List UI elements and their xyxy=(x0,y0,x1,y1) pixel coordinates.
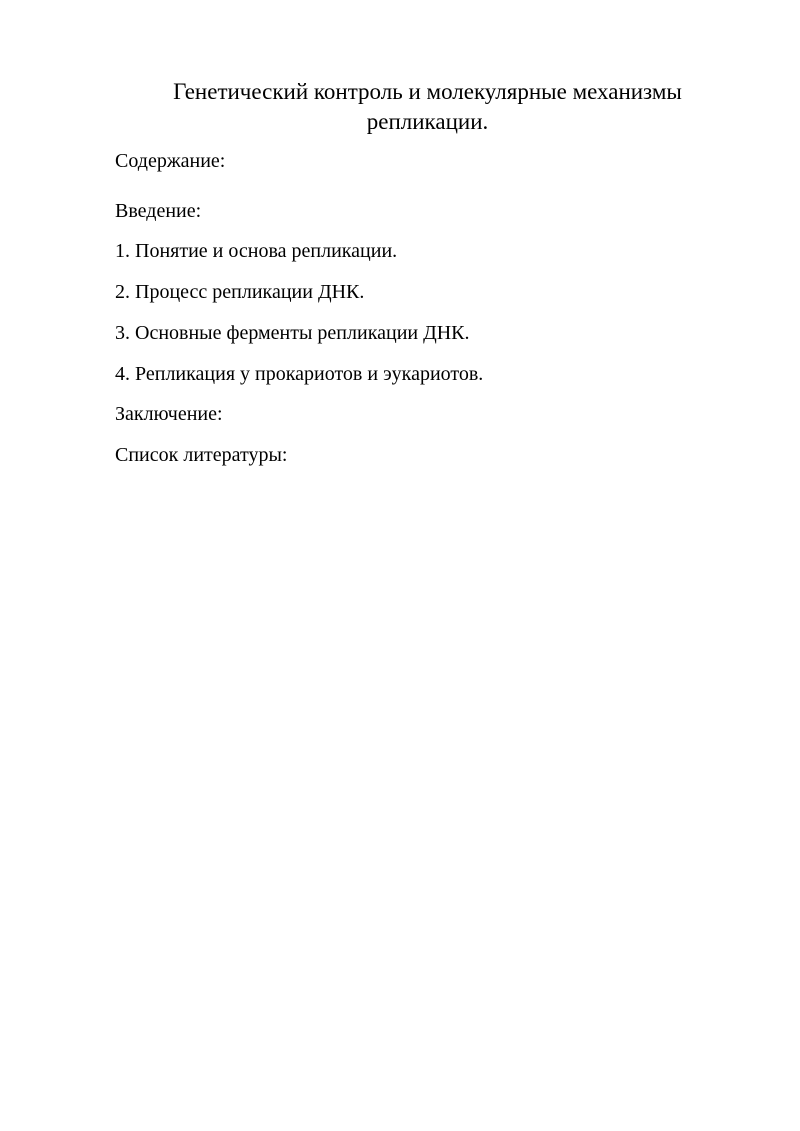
toc-item-4: 4. Репликация у прокариотов и эукариотов. xyxy=(115,363,484,385)
toc-item-introduction: Введение: xyxy=(115,200,202,222)
document-title: Генетический контроль и молекулярные механизмы репликации. xyxy=(173,79,682,134)
toc-item-3: 3. Основные ферменты репликации ДНК. xyxy=(115,322,470,344)
toc-item-conclusion: Заключение: xyxy=(115,403,223,425)
toc-item-references: Список литературы: xyxy=(115,444,288,466)
toc-item-2: 2. Процесс репликации ДНК. xyxy=(115,281,365,303)
contents-heading: Содержание: xyxy=(115,150,226,172)
toc-item-1: 1. Понятие и основа репликации. xyxy=(115,240,398,262)
